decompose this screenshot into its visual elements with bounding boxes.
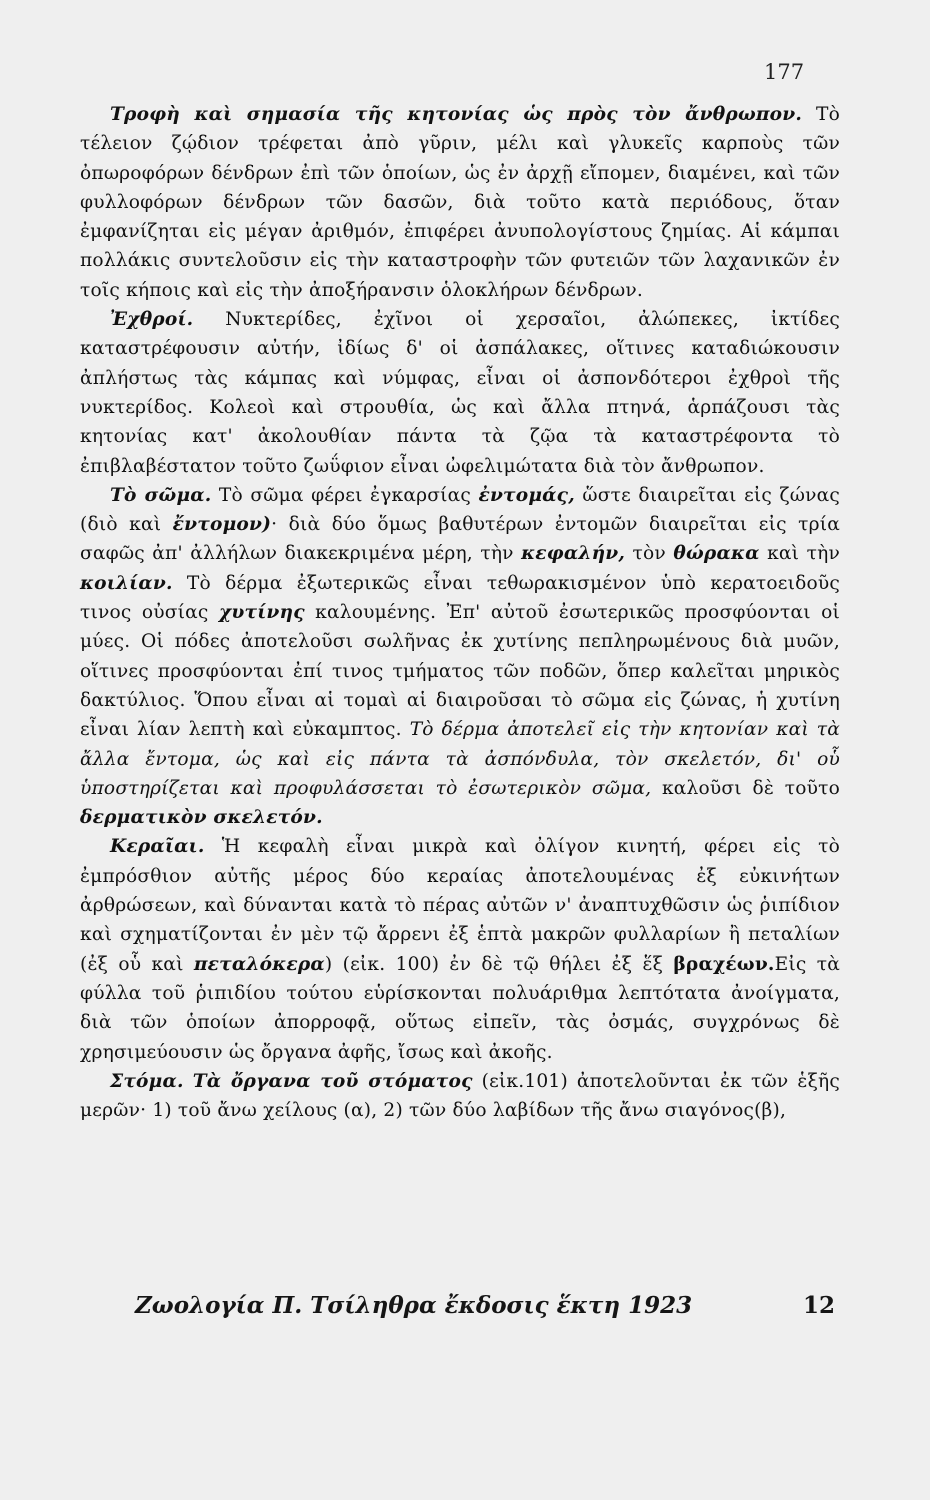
paragraph-text: Τὸ τέλειον ζῴδιον τρέφεται ἀπὸ γῦριν, μέλι καὶ γλυκεῖς καρποὺς τῶν ὀπωροφόρων δένδρων ἐπὶ τῶν ὁποίων, ὡς ἐν ἀρχῇ εἴπομεν, διαμένει, καὶ τῶν φυλλοφόρων δένδρων τῶν δασῶν, διὰ τοῦτο κατὰ περιόδους, ὅταν ἐμφανίζηται εἰς μέγαν ἀριθμόν, ἐπιφέρει ἀνυπολογίστους ζημίας. Αἱ κάμπαι πολλάκις συντελοῦσιν εἰς τὴν καταστροφὴν τῶν φυτειῶν τῶν λαχανικῶν ἐν τοῖς κήποις καὶ εἰς τὴν ἀποξήρανσιν ὁλοκλήρων δένδρων. — [80, 104, 840, 301]
paragraph-text: (εἰκ.101) ἀποτελοῦνται ἐκ τῶν ἑξῆς μερῶν· 1) τοῦ ἄνω χείλους (α), 2) τῶν δύο λαβίδων τῆς ἄνω σιαγόνος(β), — [80, 1070, 840, 1122]
italic-passage: Τὸ δέρμα ἀποτελεῖ εἰς τὴν κητονίαν καὶ τὰ ἄλλα ἔντομα, ὡς καὶ εἰς πάντα τὰ ἀσπόνδυλα, τὸν σκελετόν, δι' οὗ ὑποστηρίζεται καὶ προφυλάσσεται τὸ ἐσωτερικὸν σῶμα, — [80, 719, 840, 799]
term: χυτίνης — [218, 602, 305, 624]
paragraph-text: καλουμένης. Ἐπ' αὐτοῦ ἐσωτερικῶς προσφύονται οἱ μύες. Οἱ πόδες ἀποτελοῦσι σωλῆνας ἐκ χυτίνης πεπληρωμένους διὰ μυῶν, οἵτινες προσφύονται ἐπί τινος τμήματος τῶν ποδῶν, ὅπερ καλεῖται μηρικὸς δακτύλιος. Ὅπου εἶναι αἱ τομαὶ αἱ διαιροῦσαι τὸ σῶμα εἰς ζώνας, ἡ χυτίνη εἶναι λίαν λεπτὴ καὶ εὐκαμπτος. — [80, 602, 840, 741]
paragraph-text: καλοῦσι δὲ τοῦτο — [661, 777, 840, 799]
paragraph-body — [80, 481, 840, 833]
footer-book-title: Ζωολογία Π. Τσίληθρα ἔκδοσις ἕκτη 1923 — [135, 1292, 693, 1319]
paragraph-text: · διὰ δύο ὅμως βαθυτέρων ἐντομῶν διαιρεῖται εἰς τρία σαφῶς ἀπ' ἀλλήλων διακεκριμένα μέρη, τὴν — [80, 514, 840, 565]
term: κεφαλήν, — [521, 543, 626, 565]
page-footer — [135, 1292, 835, 1319]
term: δερματικὸν σκελετόν. — [80, 807, 323, 829]
paragraph-text: Τὸ σῶμα φέρει ἐγκαρσίας — [218, 484, 471, 506]
section-title-enemies: Ἐχθροί. — [110, 309, 194, 331]
term: θώρακα — [673, 543, 760, 565]
term: ἐντομάς, — [478, 484, 575, 506]
paragraph-text: Τὸ δέρμα ἐξωτερικῶς εἶναι τεθωρακισμένον ὑπὸ κερατοειδοῦς τινος οὐσίας — [80, 572, 840, 624]
paragraph-antennae — [80, 832, 840, 1066]
page-number: 177 — [764, 60, 805, 84]
paragraph-text: ) (εἰκ. 100) ἐν δὲ τῷ θήλει ἐξ ἕξ — [324, 953, 664, 975]
term: κοιλίαν. — [80, 572, 173, 594]
paragraph-text: Εἰς τὰ φύλλα τοῦ ῥιπιδίου τούτου εὑρίσκονται πολυάριθμα λεπτότατα ἀνοίγματα, διὰ τῶν ὁποίων ἀπορροφᾷ, οὕτως εἰπεῖν, τὰς ὀσμάς, συγχρόνως δὲ χρησιμεύουσιν ὡς ὄργανα ἀφῆς, ἴσως καὶ ἀκοῆς. — [80, 953, 840, 1063]
paragraph-text: καὶ τὴν — [767, 543, 840, 565]
term: Τὰ ὄργανα τοῦ στόματος — [192, 1070, 473, 1092]
body-text — [80, 100, 840, 1125]
paragraph-text: Ἡ κεφαλὴ εἶναι μικρὰ καὶ ὀλίγον κινητή, φέρει εἰς τὸ ἐμπρόσθιον αὐτῆς μέρος δύο κεραίας ἀποτελουμένας ἐξ εὐκινήτων ἀρθρώσεων, καὶ δύνανται κατὰ τὸ πέρας αὐτῶν ν' ἀναπτυχθῶσιν ὡς ῥιπίδιον καὶ σχηματίζονται ἐν μὲν τῷ ἄρρενι ἐξ ἑπτὰ μακρῶν φυλλαρίων ἢ πεταλίων (ἐξ οὗ καὶ — [80, 836, 840, 975]
footer-signature-number: 12 — [802, 1292, 835, 1319]
term: βραχέων. — [673, 953, 775, 975]
section-title-body: Τὸ σῶμα. — [110, 484, 212, 506]
section-title-mouth: Στόμα. — [110, 1070, 184, 1092]
section-title-nutrition: Τροφὴ καὶ σημασία τῆς κητονίας ὡς πρὸς τὸν ἄνθρωπον. — [110, 104, 803, 125]
paragraph-text: τὸν — [632, 543, 666, 565]
term: πεταλόκερα — [193, 953, 325, 975]
paragraph-mouth — [80, 1067, 840, 1126]
section-title-antennae: Κεραῖαι. — [110, 836, 205, 858]
paragraph-text: ὥστε διαιρεῖται εἰς ζώνας (διὸ καὶ — [80, 484, 840, 536]
paragraph-nutrition — [80, 100, 840, 305]
paragraph-enemies — [80, 305, 840, 481]
paragraph-text: Νυκτερίδες, ἐχῖνοι οἱ χερσαῖοι, ἀλώπεκες, ἰκτίδες καταστρέφουσιν αὐτήν, ἰδίως δ' οἱ ἀσπάλακες, οἵτινες καταδιώκουσιν ἀπλήστως τὰς κάμπας καὶ νύμφας, εἶναι οἱ ἀσπονδότεροι ἐχθροὶ τῆς νυκτερίδος. Κολεοὶ καὶ στρουθία, ὡς καὶ ἄλλα πτηνά, ἁρπάζουσι τὰς κητονίας κατ' ἀκολουθίαν πάντα τὰ ζῷα τὰ καταστρέφοντα τὸ ἐπιβλαβέστατον τοῦτο ζωΰφιον εἶναι ὠφελιμώτατα διὰ τὸν ἄνθρωπον. — [80, 309, 840, 477]
term: ἔντομον) — [172, 514, 272, 536]
